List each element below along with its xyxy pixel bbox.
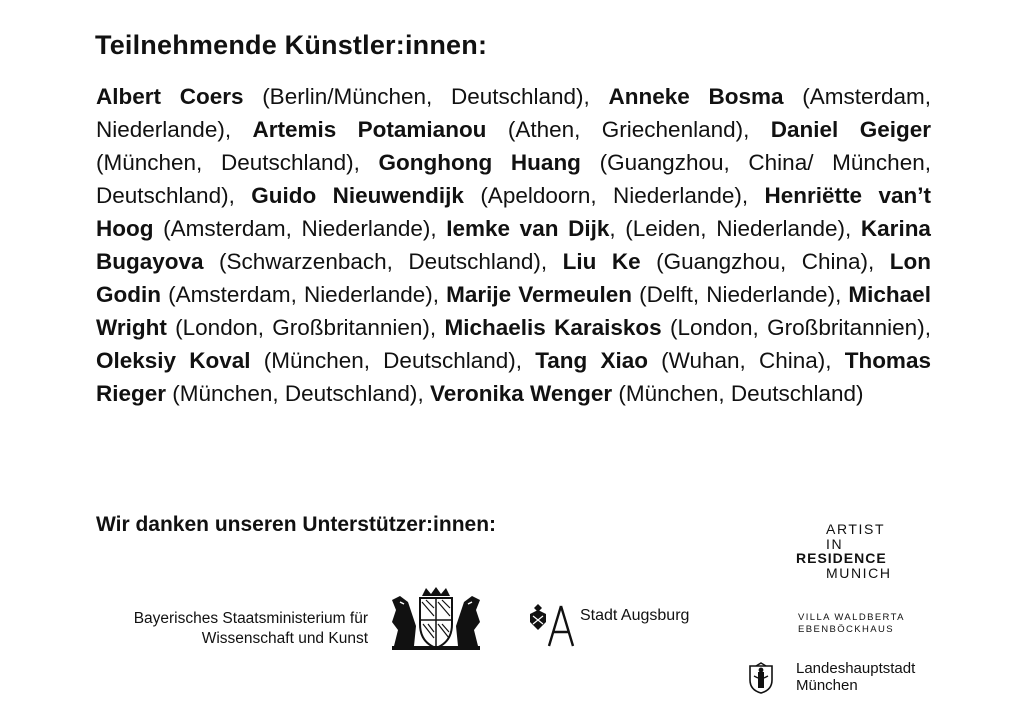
artist-location: (London, Großbritannien) xyxy=(175,315,430,340)
artist-location: (Guangzhou, China/ München, Deutschland) xyxy=(96,150,931,208)
air-line-in: IN xyxy=(826,535,844,552)
artist-entry: Anneke Bosma (Amsterdam, Niederlande), xyxy=(96,84,931,142)
villa-waldberta-logo xyxy=(798,612,905,636)
artist-name: Oleksiy Koval xyxy=(96,348,251,373)
artist-entry: Artemis Potamianou (Athen, Griechenland), xyxy=(252,117,771,142)
artist-entry: Karina Bugayova (Schwarzenbach, Deutschland), xyxy=(96,216,931,274)
villa-line2: EBENBÖCKHAUS xyxy=(798,624,894,635)
bavarian-ministry-line2: Wissenschaft und Kunst xyxy=(201,630,368,647)
artist-location: (Apeldoorn, Niederlande) xyxy=(480,183,742,208)
artist-entry: Albert Coers (Berlin/München, Deutschland), xyxy=(96,84,609,109)
artist-name: Albert Coers xyxy=(96,84,244,109)
artist-entry: Iemke van Dijk, (Leiden, Niederlande), xyxy=(446,216,861,241)
artist-entry: Guido Nieuwendijk (Apeldoorn, Niederlande), xyxy=(251,183,765,208)
sponsors-heading: Wir danken unseren Unterstützer:innen: xyxy=(96,513,497,536)
artist-name: Karina Bugayova xyxy=(96,216,931,274)
munich-line1: Landeshauptstadt xyxy=(796,660,916,677)
artist-name: Michael Wright xyxy=(96,282,931,340)
munich-label xyxy=(796,660,915,694)
artist-location: (Guangzhou, China) xyxy=(656,249,868,274)
artist-name: Daniel Geiger xyxy=(770,117,931,142)
page-title: Teilnehmende Künstler:innen: xyxy=(95,30,488,60)
artist-name: Artemis Potamianou xyxy=(252,117,487,142)
artist-location: (Amsterdam, Niederlande) xyxy=(96,84,931,142)
artist-name: Thomas Rieger xyxy=(96,348,931,406)
air-line-artist: ARTIST xyxy=(826,521,886,537)
augsburg-pine-cone-icon xyxy=(528,600,576,648)
artist-location: (Delft, Niederlande) xyxy=(639,282,836,307)
artist-name: Iemke van Dijk xyxy=(446,216,610,241)
artist-name: Guido Nieuwendijk xyxy=(251,183,464,208)
artist-entry: Michaelis Karaiskos (London, Großbritannien), xyxy=(444,315,931,340)
augsburg-label: Stadt Augsburg xyxy=(580,607,690,624)
artist-entry: Henriëtte van’t Hoog (Amsterdam, Niederlande), xyxy=(96,183,931,241)
artist-entry xyxy=(430,381,864,406)
munich-crest-icon xyxy=(748,662,774,694)
artist-entry: Tang Xiao (Wuhan, China), xyxy=(535,348,845,373)
artist-list xyxy=(96,80,931,410)
artist-entry: Gonghong Huang (Guangzhou, China/ München, Deutschland), xyxy=(96,150,931,208)
artist-location: (Schwarzenbach, Deutschland) xyxy=(219,249,541,274)
artist-name: Gonghong Huang xyxy=(378,150,581,175)
artist-location: (Berlin/München, Deutschland) xyxy=(262,84,584,109)
air-line-residence: RESIDENCE xyxy=(796,550,887,566)
artist-location: , (Leiden, Niederlande) xyxy=(609,216,846,241)
artist-name: Henriëtte van’t Hoog xyxy=(96,183,931,241)
artist-name: Tang Xiao xyxy=(535,348,648,373)
bavarian-coat-of-arms-icon xyxy=(386,586,486,652)
artist-entry: Thomas Rieger (München, Deutschland), xyxy=(96,348,931,406)
artist-location: (München, Deutschland) xyxy=(172,381,418,406)
villa-line1: VILLA WALDBERTA xyxy=(798,612,905,623)
artist-location: (München, Deutschland) xyxy=(263,348,516,373)
artist-name: Anneke Bosma xyxy=(608,84,784,109)
air-line-munich: MUNICH xyxy=(826,564,892,581)
artist-entry: Oleksiy Koval (München, Deutschland), xyxy=(96,348,536,373)
artist-entry: Lon Godin (Amsterdam, Niederlande), xyxy=(96,249,931,307)
artist-location: (Wuhan, China) xyxy=(661,348,826,373)
artist-entry: Liu Ke (Guangzhou, China), xyxy=(562,249,890,274)
artist-location: (München, Deutschland) xyxy=(96,150,354,175)
artist-location: (München, Deutschland) xyxy=(618,381,864,406)
artist-name: Veronika Wenger xyxy=(429,381,613,406)
artist-location: (London, Großbritannien) xyxy=(669,315,925,340)
artist-in-residence-logo xyxy=(796,522,892,580)
artist-name: Marije Vermeulen xyxy=(446,282,633,307)
artist-entry: Marije Vermeulen (Delft, Niederlande), xyxy=(446,282,849,307)
artist-name: Lon Godin xyxy=(96,249,931,307)
artist-location: (Athen, Griechenland) xyxy=(507,117,744,142)
artist-location: (Amsterdam, Niederlande) xyxy=(163,216,431,241)
artist-name: Michaelis Karaiskos xyxy=(444,315,662,340)
artist-location: (Amsterdam, Niederlande) xyxy=(168,282,433,307)
artist-name: Liu Ke xyxy=(562,249,641,274)
bavarian-ministry-label xyxy=(94,609,368,649)
bavarian-ministry-line1: Bayerisches Staatsministerium für xyxy=(133,610,368,627)
artist-entry: Daniel Geiger (München, Deutschland), xyxy=(96,117,931,175)
munich-line2: München xyxy=(796,677,858,694)
artist-entry: Michael Wright (London, Großbritannien), xyxy=(96,282,931,340)
